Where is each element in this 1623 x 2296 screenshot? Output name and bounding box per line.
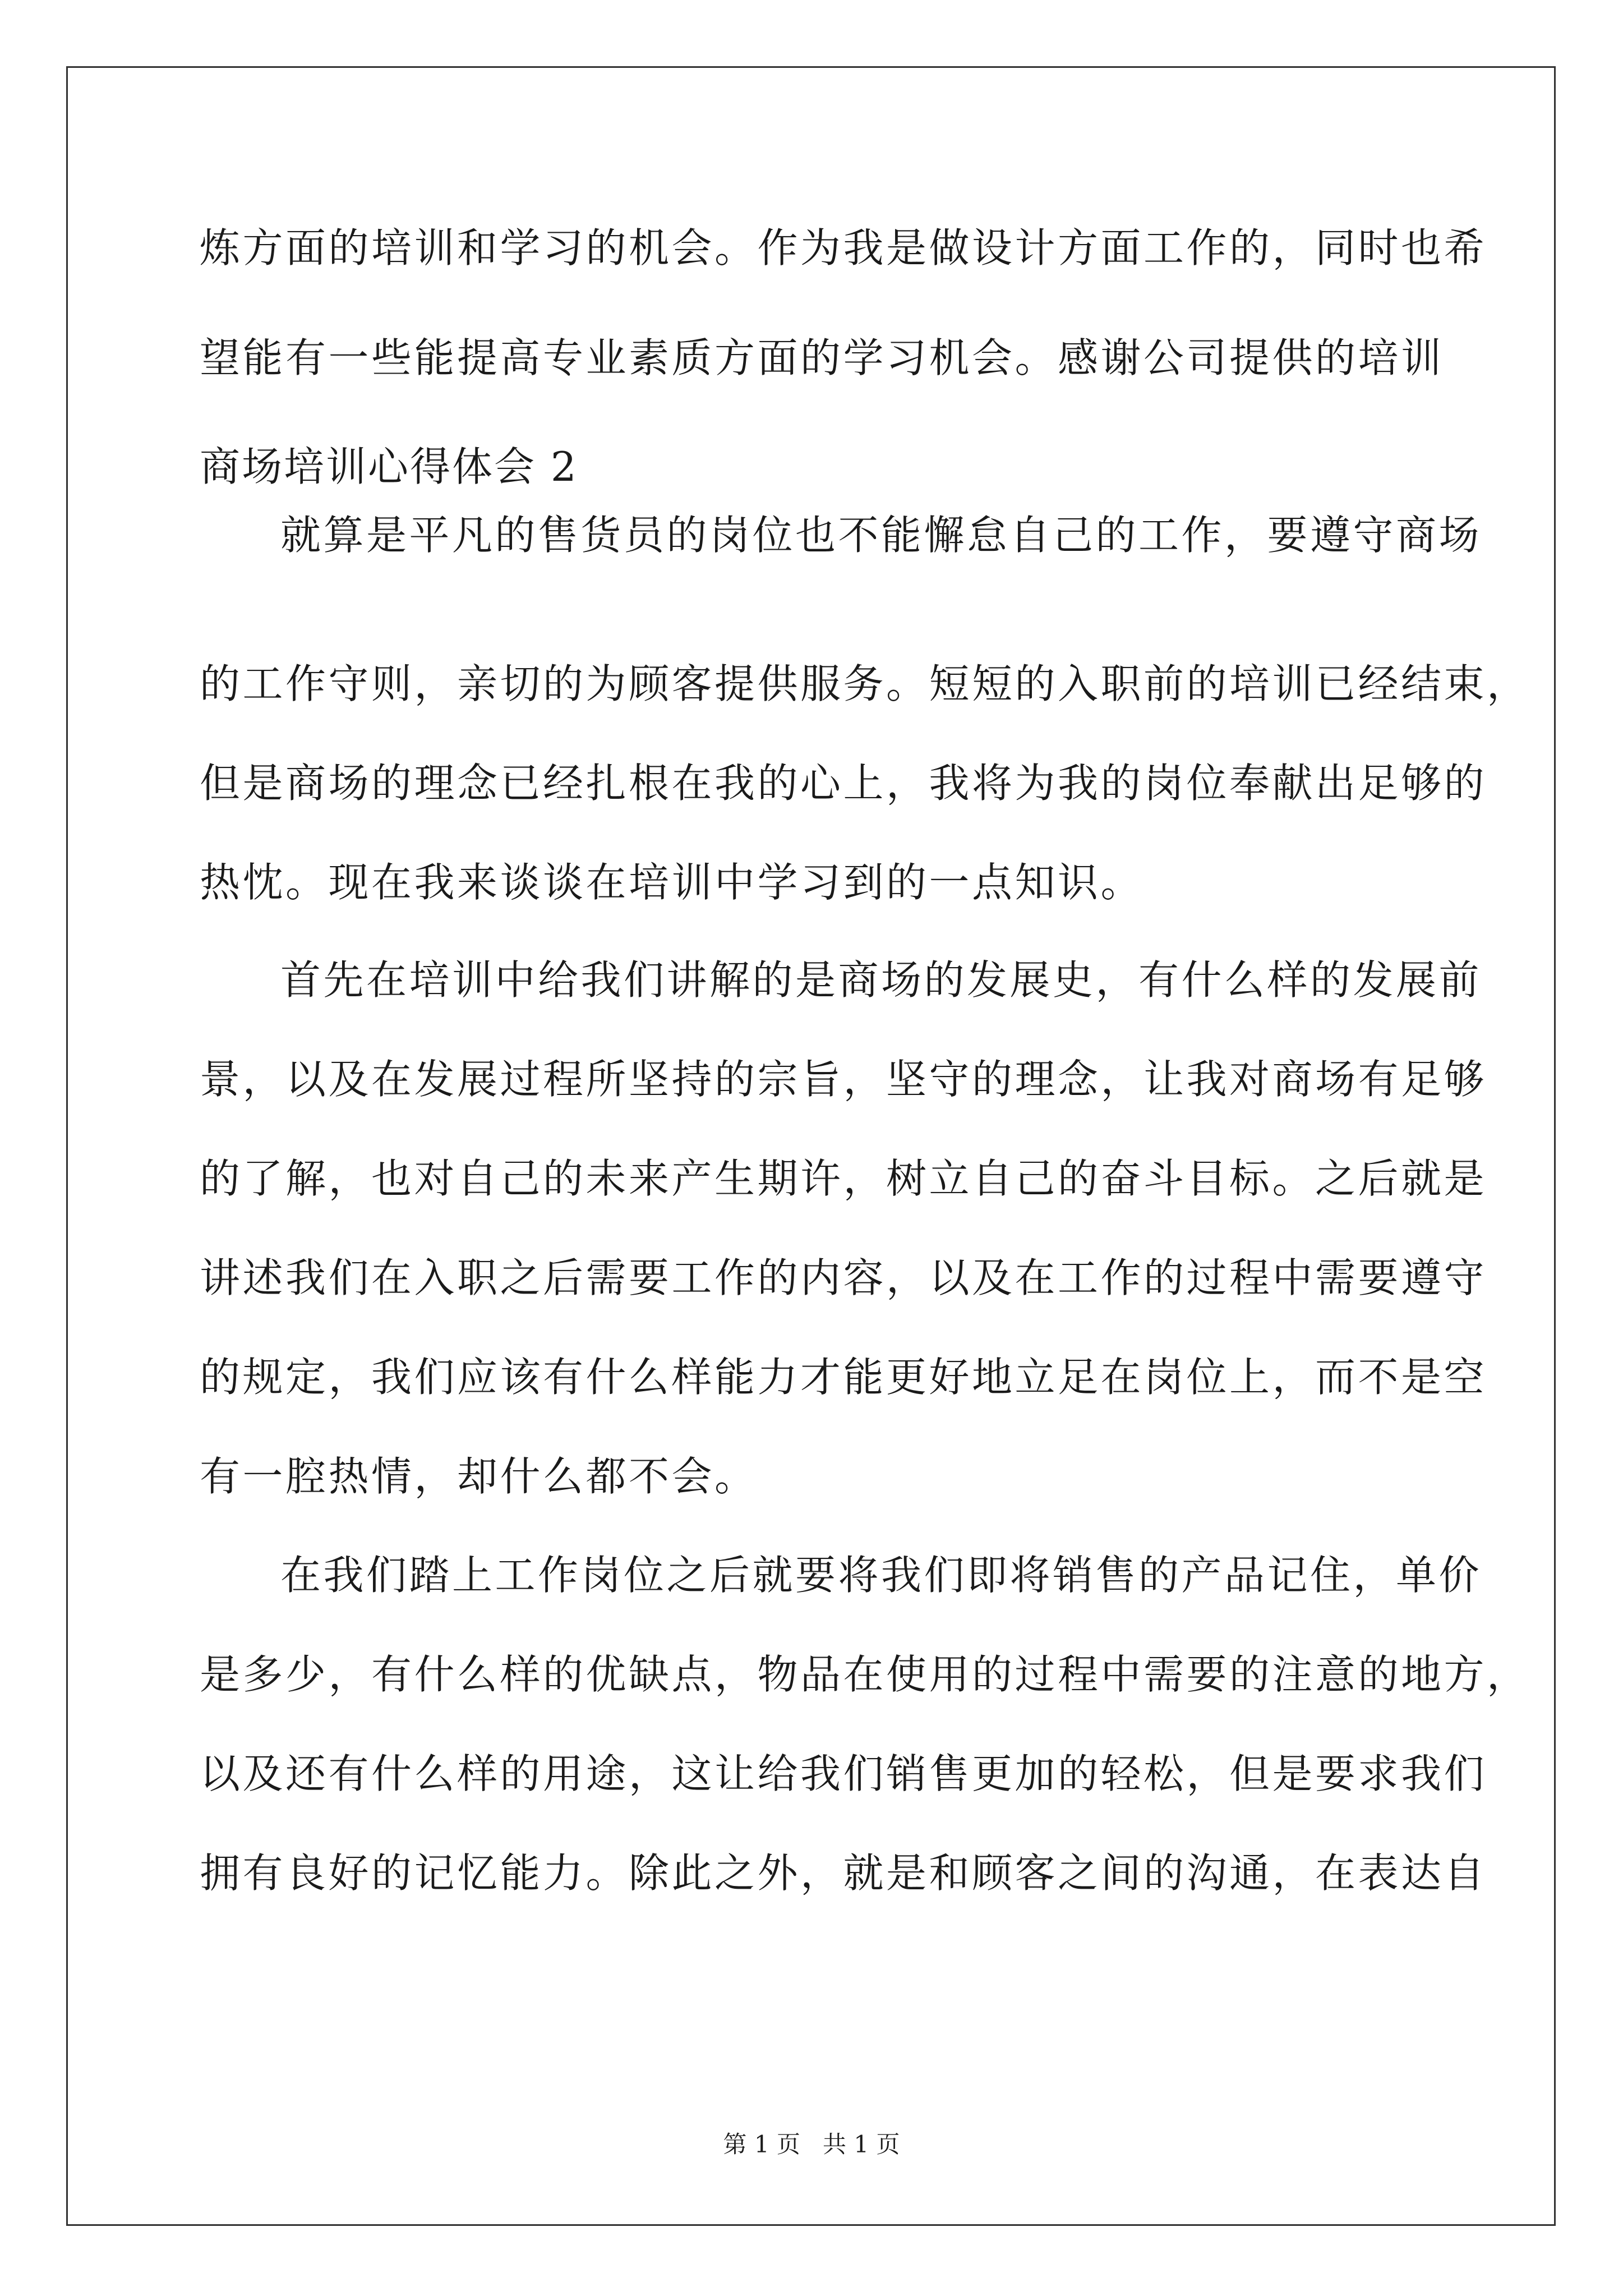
section-heading: 商场培训心得体会 2 <box>200 443 578 490</box>
body-text-line: 拥有良好的记忆能力。除此之外，就是和顾客之间的沟通，在表达自 <box>200 1849 1487 1897</box>
body-text-line: 但是商场的理念已经扎根在我的心上，我将为我的岗位奉献出足够的 <box>200 760 1487 807</box>
paragraph-first-line: 首先在培训中给我们讲解的是商场的发展史，有什么样的发展前 <box>280 956 1482 1004</box>
page-number-footer: 第 1 页 共 1 页 <box>723 2131 900 2158</box>
body-text-line: 是多少，有什么样的优缺点，物品在使用的过程中需要的注意的地方， <box>200 1651 1530 1698</box>
page-border <box>66 66 1556 2226</box>
body-text-line: 的了解，也对自己的未来产生期许，树立自己的奋斗目标。之后就是 <box>200 1155 1487 1202</box>
body-text-line: 以及还有什么样的用途，这让给我们销售更加的轻松，但是要求我们 <box>200 1750 1487 1797</box>
body-text-line: 炼方面的培训和学习的机会。作为我是做设计方面工作的，同时也希 <box>200 224 1487 272</box>
body-text-line: 景，以及在发展过程所坚持的宗旨，坚守的理念，让我对商场有足够 <box>200 1056 1487 1103</box>
paragraph-first-line: 就算是平凡的售货员的岗位也不能懈怠自己的工作，要遵守商场 <box>280 512 1482 559</box>
body-text-line: 的工作守则，亲切的为顾客提供服务。短短的入职前的培训已经结束， <box>200 660 1530 707</box>
body-text-line: 热忱。现在我来谈谈在培训中学习到的一点知识。 <box>200 859 1144 906</box>
body-text-line: 的规定，我们应该有什么样能力才能更好地立足在岗位上，而不是空 <box>200 1354 1487 1401</box>
body-text-line: 讲述我们在入职之后需要工作的内容，以及在工作的过程中需要遵守 <box>200 1254 1487 1301</box>
paragraph-first-line: 在我们踏上工作岗位之后就要将我们即将销售的产品记住，单价 <box>280 1552 1482 1599</box>
body-text-line: 有一腔热情，却什么都不会。 <box>200 1453 758 1500</box>
body-text-line: 望能有一些能提高专业素质方面的学习机会。感谢公司提供的培训 <box>200 334 1444 381</box>
